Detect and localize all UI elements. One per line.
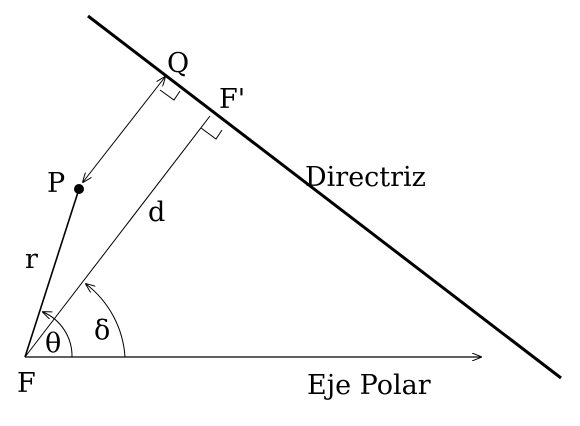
label-polar-axis: Eje Polar: [307, 370, 431, 401]
point-p-dot: [74, 184, 84, 194]
label-focus: F: [17, 368, 36, 399]
label-radius: r: [25, 244, 38, 275]
label-directrix: Directriz: [305, 162, 426, 193]
label-delta: δ: [94, 315, 111, 346]
label-distance: d: [148, 197, 166, 228]
label-point: P: [47, 168, 66, 199]
right-angle-mark-f-prime: [201, 128, 222, 139]
label-theta: θ: [45, 328, 62, 359]
pq-double-arrow: [83, 77, 165, 182]
distance-line: [25, 116, 210, 357]
label-foot-q: Q: [167, 48, 190, 79]
right-angle-mark-q: [160, 90, 180, 100]
label-foot-f-prime: F': [219, 84, 246, 115]
